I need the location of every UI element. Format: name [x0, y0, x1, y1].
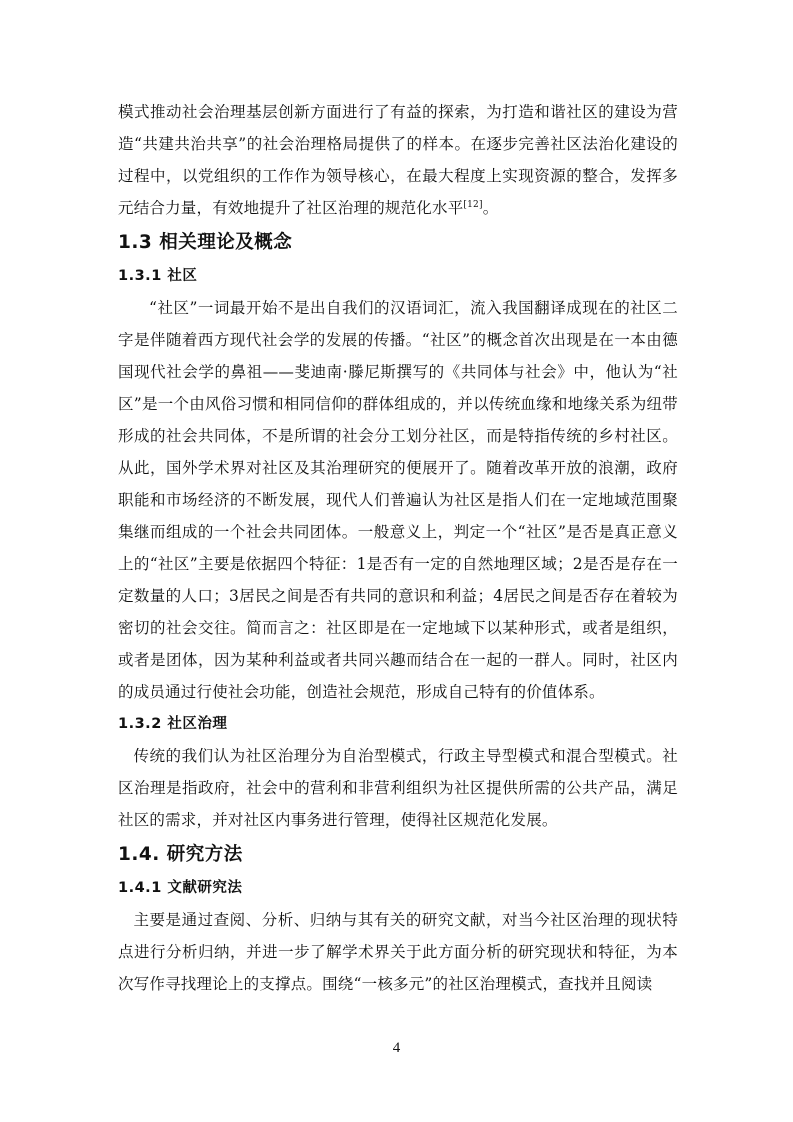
section-heading-1-3: 1.3 相关理论及概念	[118, 232, 293, 253]
intro-paragraph	[118, 96, 678, 224]
intro-text: 模式推动社会治理基层创新方面进行了有益的探索，为打造和谐社区的建设为营造“共建共治共享”的社会治理格局提供了的样本。在逐步完善社区法治化建设的过程中，以党组织的工作作为领导核心，在最大程度上实现资源的整合，发挥多元结合力量，有效地提升了社区治理的规范化水平	[118, 103, 678, 217]
citation-marker: [12]	[463, 199, 483, 210]
subsection-heading-1-3-2: 1.3.2 社区治理	[118, 716, 228, 732]
community-paragraph: “社区”一词最开始不是出自我们的汉语词汇，流入我国翻译成现在的社区二字是伴随着西方现代社会学的发展的传播。“社区”的概念首次出现是在一本由德国现代社会学的鼻祖——斐迪南·滕尼斯撰写的《共同体与社会》中，他认为“社区”是一个由风俗习惯和相同信仰的群体组成的，并以传统血缘和地缘关系为纽带形成的社会共同体，不是所谓的社会分工划分社区，而是特指传统的乡村社区。从此，国外学术界对社区及其治理研究的便展开了。随着改革开放的浪潮，政府职能和市场经济的不断发展，现代人们普遍认为社区是指人们在一定地域范围聚集继而组成的一个社会共同团体。一般意义上，判定一个“社区”是否是真正意义上的“社区”主要是依据四个特征：1是否有一定的自然地理区域；2是否是存在一定数量的人口；3居民之间是否有共同的意识和利益；4居民之间是否存在着较为密切的社会交往。简而言之：社区即是在一定地域下以某种形式，或者是组织，或者是团体，因为某种利益或者共同兴趣而结合在一起的一群人。同时，社区内的成员通过行使社会功能，创造社会规范，形成自己特有的价值体系。	[118, 299, 678, 701]
subsection-heading-1-3-1: 1.3.1 社区	[118, 268, 198, 284]
page-number: 4	[392, 1040, 401, 1056]
subsection-heading-1-4-1: 1.4.1 文献研究法	[118, 880, 243, 896]
community-governance-paragraph: 传统的我们认为社区治理分为自治型模式，行政主导型模式和混合型模式。社区治理是指政府，社会中的营利和非营利组织为社区提供所需的公共产品，满足社区的需求，并对社区内事务进行管理，使得社区规范化发展。	[118, 747, 678, 829]
section-heading-1-4: 1.4. 研究方法	[118, 844, 243, 865]
intro-end: 。	[482, 199, 499, 217]
literature-method-paragraph: 主要是通过查阅、分析、归纳与其有关的研究文献，对当今社区治理的现状特点进行分析归纳，并进一步了解学术界关于此方面分析的研究现状和特征，为本次写作寻找理论上的支撑点。围绕“一核多元”的社区治理模式，查找并且阅读	[118, 911, 678, 993]
document-page	[118, 96, 678, 1000]
